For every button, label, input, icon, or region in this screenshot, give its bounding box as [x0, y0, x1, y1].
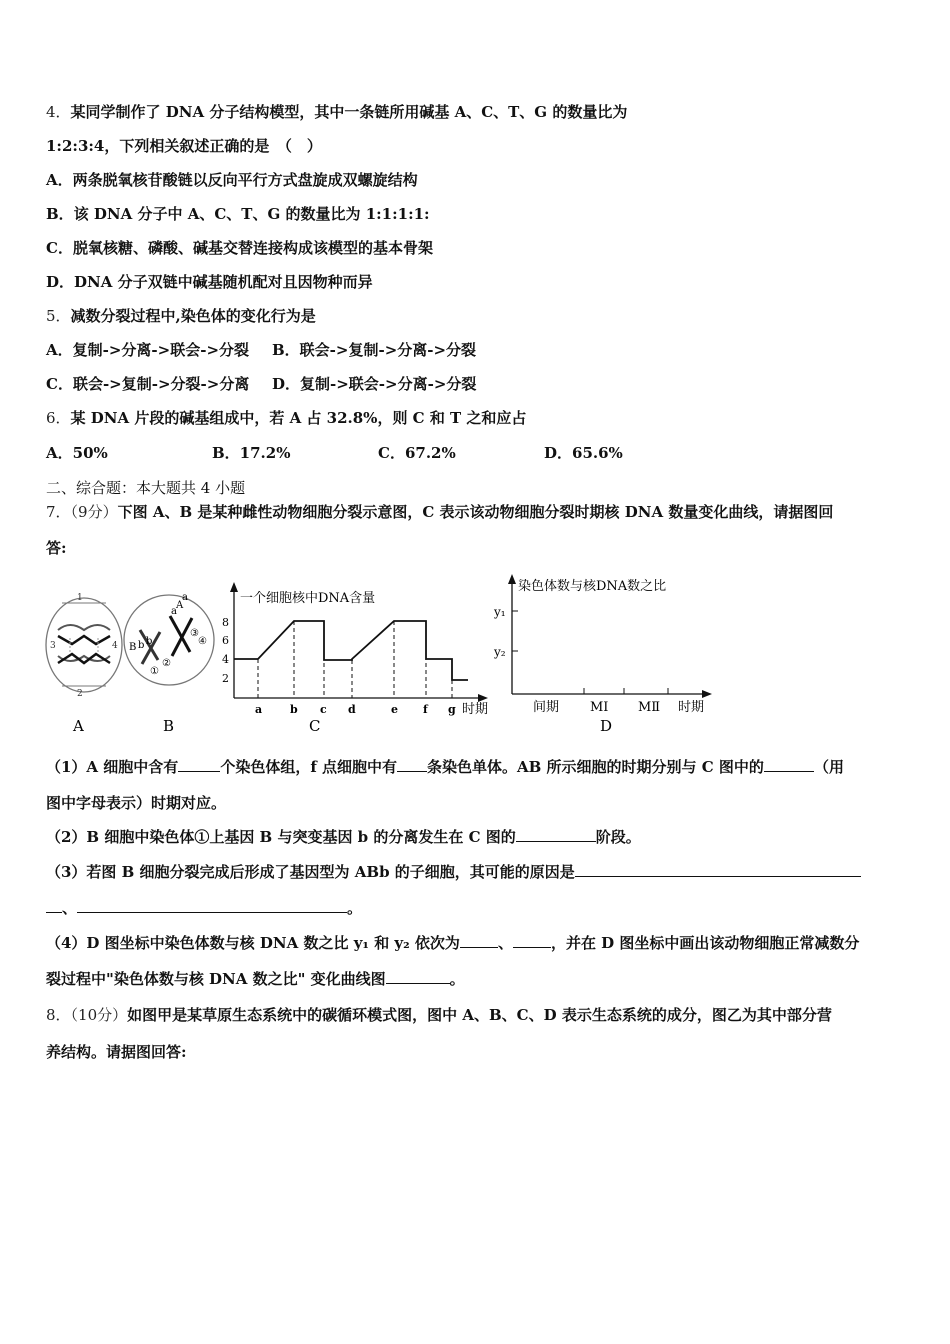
q6-option-a: A．50% [46, 444, 108, 462]
q6-stem: 6．某 DNA 片段的碱基组成中，若 A 占 32.8%，则 C 和 T 之和应占 [46, 409, 527, 427]
cell-b-gene: B [129, 642, 137, 653]
chart-d-x-tick: MⅡ [638, 700, 661, 715]
cell-a-mark: 4 [112, 641, 118, 651]
section-heading: 二、综合题：本大题共 4 小题 [46, 479, 246, 497]
cell-a-mark: 3 [50, 641, 56, 651]
answer-blank[interactable] [77, 898, 347, 913]
q7-part2: （2）B 细胞中染色体①上基因 B 与突变基因 b 的分离发生在 C 图的 阶段。 [46, 828, 641, 846]
cell-b-mark: ③ [190, 628, 199, 639]
chart-c-x-tick: e [391, 703, 398, 716]
chart-d-title: 染色体数与核DNA数之比 [518, 579, 667, 594]
q7-part3-line1: （3）若图 B 细胞分裂完成后形成了基因型为 ABb 的子细胞，其可能的原因是 [46, 862, 861, 882]
q4-number: 4． [46, 103, 71, 121]
chart-c-y-tick: 6 [222, 634, 229, 647]
chart-d-y-tick: y₂ [494, 645, 506, 659]
cell-b-gene: a [182, 592, 188, 603]
q6-options [46, 443, 623, 463]
chart-c-y-tick: 4 [222, 653, 229, 666]
q7-stem-line1: 7．（9分）下图 A、B 是某种雌性动物细胞分裂示意图，C 表示该动物细胞分裂时期核 DNA 数量变化曲线，请据图回 [46, 503, 834, 521]
q4-option-b: B．该 DNA 分子中 A、C、T、G 的数量比为 1:1:1:1: [46, 205, 430, 223]
q8-score: （10分） [70, 1006, 128, 1024]
chart-d [493, 574, 712, 715]
chart-c-y-tick: 8 [222, 616, 229, 629]
q7-number: 7． [46, 503, 71, 521]
answer-blank[interactable] [575, 862, 861, 877]
q6-number: 6． [46, 409, 71, 427]
answer-blank[interactable] [46, 898, 62, 913]
answer-blank[interactable] [460, 933, 498, 948]
chart-c-x-label: 时期 [462, 702, 489, 717]
q4-option-a: A．两条脱氧核苷酸链以反向平行方式盘旋成双螺旋结构 [46, 171, 418, 189]
q7-part1-line1: （1）A 细胞中含有 个染色体组，f 点细胞中有 条染色单体。AB 所示细胞的时期分别与 C 图中的 （用 [46, 758, 844, 776]
answer-blank[interactable] [386, 969, 450, 984]
q5-options-row1 [46, 340, 476, 360]
answer-blank[interactable] [397, 757, 427, 772]
q7-part3-line2: 、 。 [46, 898, 362, 918]
figure-label-a: A [73, 717, 84, 735]
chart-d-x-label: 时期 [678, 700, 705, 715]
chart-c-x-tick: d [348, 703, 356, 716]
cell-a-diagram [46, 593, 122, 699]
cell-b-mark: ② [162, 658, 171, 669]
chart-c-x-tick: b [290, 703, 298, 716]
chart-c-curve [234, 621, 468, 680]
cell-b-mark: ④ [198, 636, 207, 647]
chart-d-y-tick: y₁ [494, 605, 506, 619]
q4-option-c: C．脱氧核糖、磷酸、碱基交替连接构成该模型的基本骨架 [46, 239, 433, 257]
q5-options-row2 [46, 374, 476, 394]
answer-blank[interactable] [178, 757, 220, 772]
figure-label-c: C [309, 717, 321, 735]
q7-figure [0, 568, 950, 748]
q6-option-d: D．65.6% [544, 444, 623, 462]
cell-b-gene: A [176, 600, 184, 611]
answer-blank[interactable] [516, 827, 596, 842]
chart-c-x-tick: c [320, 703, 327, 716]
chart-c-title: 一个细胞核中DNA含量 [240, 591, 376, 606]
q5-option-c: C．联会->复制->分裂->分离 [46, 375, 250, 393]
figure-label-b: B [163, 717, 175, 735]
q5-option-a: A．复制->分离->联会->分裂 [46, 341, 250, 359]
cell-a-mark: 2 [77, 689, 83, 699]
chart-c [222, 582, 488, 717]
chart-c-y-tick: 2 [222, 672, 229, 685]
cell-b-gene: b [146, 636, 153, 647]
cell-b-gene: b [138, 640, 145, 651]
chart-c-x-tick: g [448, 703, 456, 716]
q5-number: 5． [46, 307, 71, 325]
cell-b-mark: ① [150, 666, 159, 677]
q5-option-d: D．复制->联会->分离->分裂 [272, 375, 477, 393]
q7-stem-line2: 答: [46, 539, 67, 557]
q8-number: 8． [46, 1006, 71, 1024]
q4-stem-line1: 4．某同学制作了 DNA 分子结构模型，其中一条链所用碱基 A、C、T、G 的数量比为 [46, 103, 628, 121]
q8-stem-line1: 8．（10分）如图甲是某草原生态系统中的碳循环模式图，图中 A、B、C、D 表示生态系统的成分，图乙为其中部分营 [46, 1006, 832, 1024]
q7-part4-line1: （4）D 图坐标中染色体数与核 DNA 数之比 y₁ 和 y₂ 依次为 、 ，并在 D 图坐标中画出该动物细胞正常减数分 [46, 934, 860, 952]
chart-d-x-tick: 间期 [533, 700, 560, 715]
chart-c-x-tick: a [255, 703, 263, 716]
figure-label-d: D [600, 717, 613, 735]
q4-option-d: D．DNA 分子双链中碱基随机配对且因物种而异 [46, 273, 373, 291]
q5-option-b: B．联会->复制->分离->分裂 [272, 341, 477, 359]
cell-a-mark: 1 [77, 593, 83, 603]
q7-part4-line2: 裂过程中"染色体数与核 DNA 数之比" 变化曲线图 。 [46, 970, 465, 988]
chart-c-x-tick: f [423, 703, 428, 716]
q7-part1-line2: 图中字母表示）时期对应。 [46, 794, 227, 812]
answer-blank[interactable] [764, 757, 814, 772]
q4-stem-line2: 1:2:3:4，下列相关叙述正确的是 （ ） [46, 137, 322, 155]
cell-b-diagram [124, 592, 214, 685]
q5-stem: 5．减数分裂过程中,染色体的变化行为是 [46, 307, 316, 325]
chart-d-x-tick: MⅠ [590, 700, 609, 715]
q8-stem-line2: 养结构。请据图回答: [46, 1043, 187, 1061]
cell-b-gene: a [171, 606, 177, 617]
q6-option-b: B．17.2% [212, 444, 291, 462]
answer-blank[interactable] [513, 933, 551, 948]
q6-option-c: C．67.2% [378, 444, 456, 462]
q7-score: （9分） [70, 503, 118, 521]
